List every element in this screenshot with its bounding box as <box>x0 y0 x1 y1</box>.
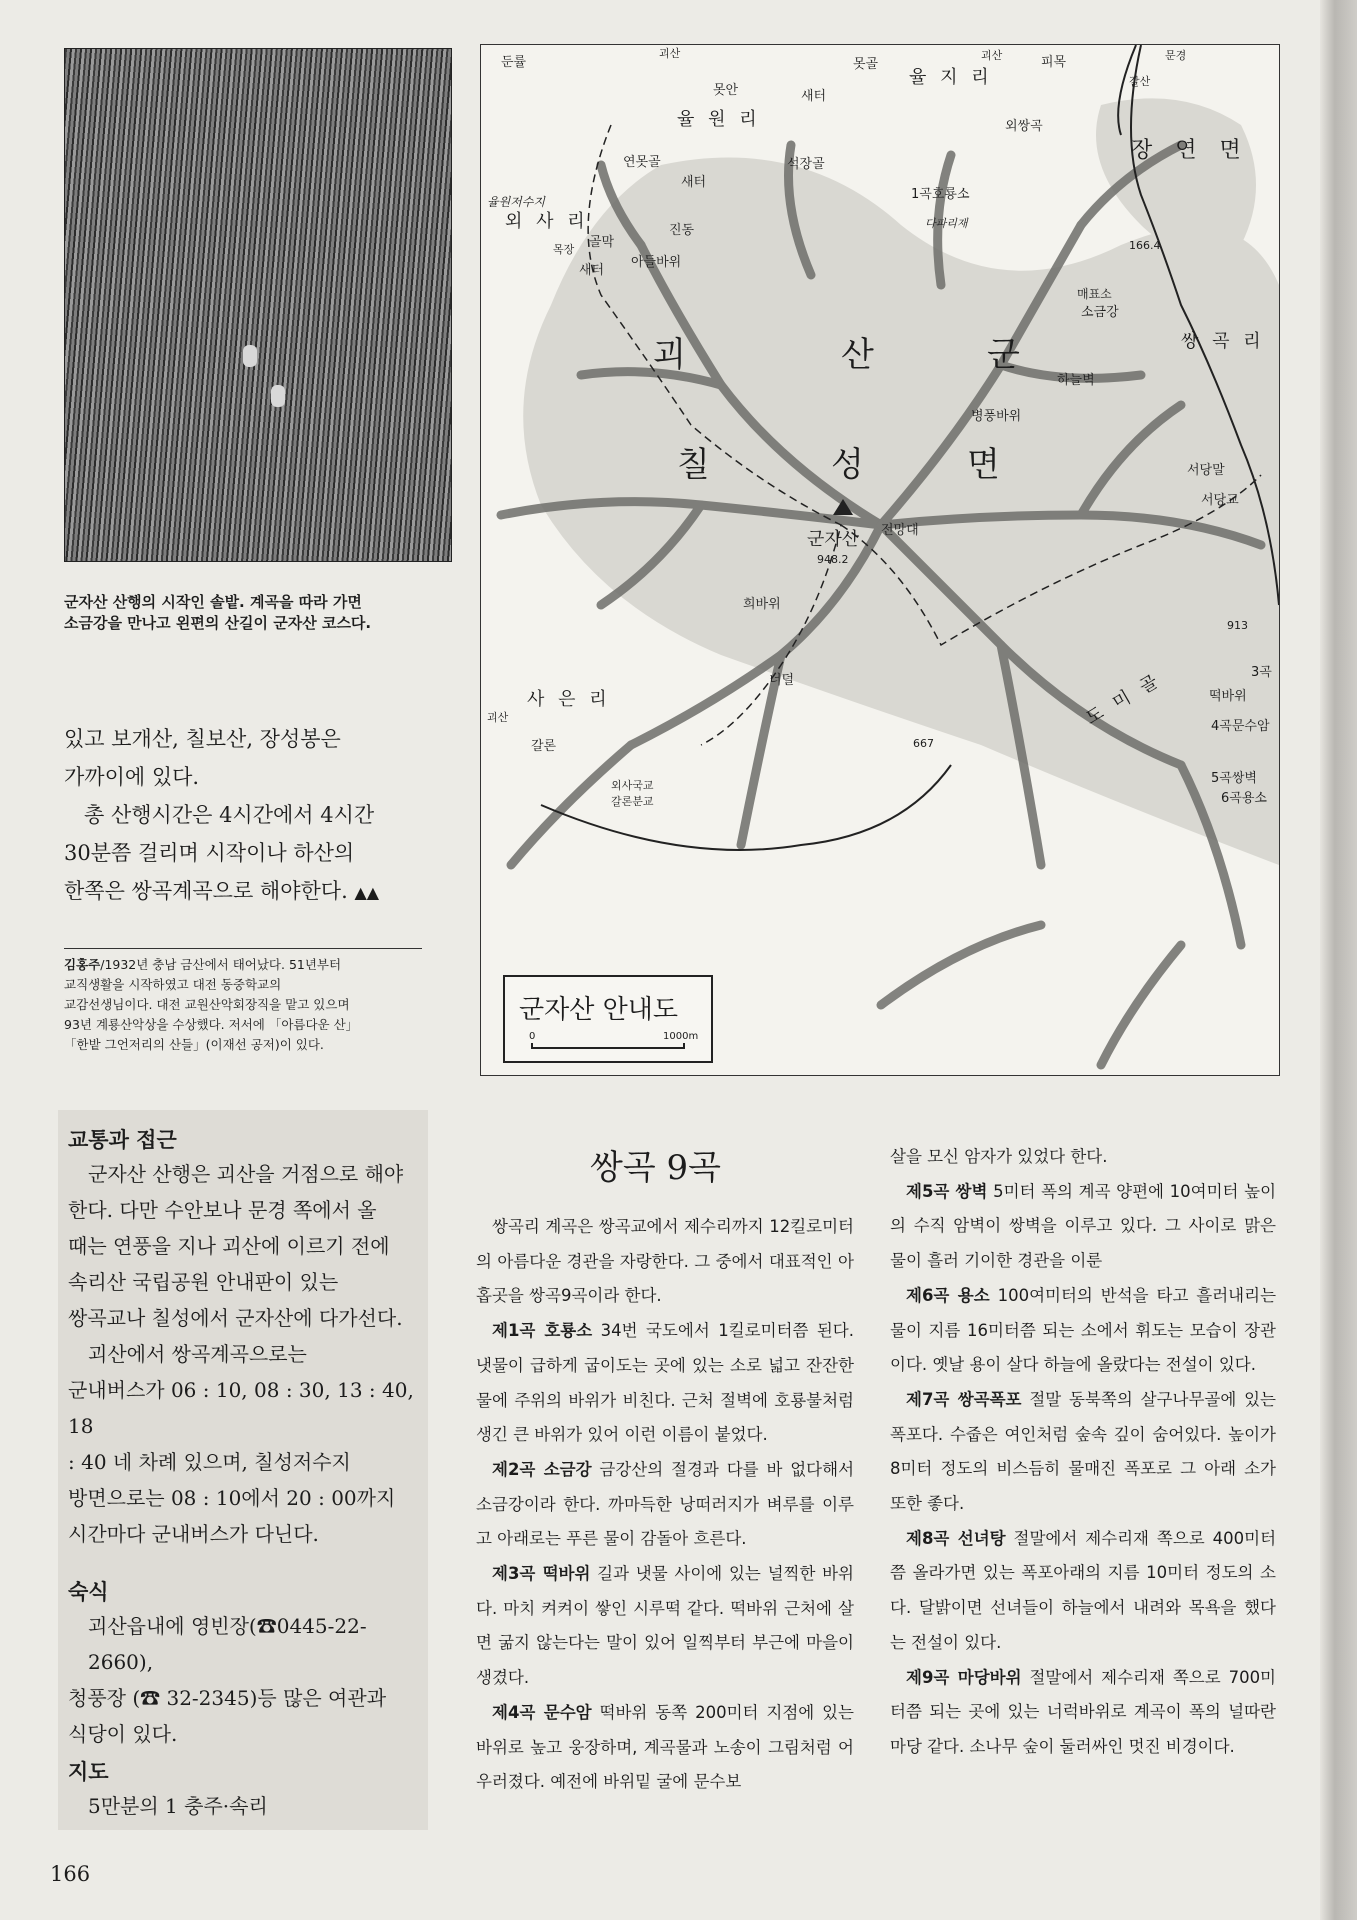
map-label: 1곡호룡소 <box>911 187 970 202</box>
info-box <box>58 1110 428 1830</box>
map-label: 희바위 <box>743 597 781 612</box>
map-label: 떡바위 <box>1209 689 1247 704</box>
map-label: 군 <box>987 335 1026 375</box>
item-title: 제8곡 선녀탕 <box>906 1528 1006 1548</box>
map-label: 목장 <box>553 243 575 256</box>
map-label: 사 은 리 <box>527 689 611 710</box>
text-line: 시간마다 군내버스가 다닌다. <box>68 1522 319 1546</box>
page-edge-shadow <box>1320 0 1357 1920</box>
map-label: 병풍바위 <box>971 409 1022 424</box>
text-line: 식당이 있다. <box>68 1722 178 1746</box>
map-heading: 지도 <box>68 1760 109 1784</box>
item-title: 제2곡 소금강 <box>492 1459 592 1479</box>
map-label: 진동 <box>669 223 695 238</box>
map-label: 새터 <box>801 89 827 104</box>
item-text: 절말에서 제수리재 쪽으로 400미터쯤 올라가면 있는 폭포아래의 지름 10미터 정도의 소다. 달밝이면 선녀들이 하늘에서 내려와 목욕을 했다는 전설이 있다. <box>890 1528 1277 1652</box>
text-line: 괴산에서 쌍곡계곡으로는 <box>88 1342 307 1366</box>
map-title: 군자산 안내도 <box>519 995 678 1025</box>
scale-start: 0 <box>529 1031 536 1042</box>
map-label: 5곡쌍벽 <box>1211 771 1257 786</box>
text-line: 청풍장 (☎ 32-2345)등 많은 여관과 <box>68 1686 387 1710</box>
map-label: 골막 <box>589 235 615 250</box>
text-line: 때는 연풍을 지나 괴산에 이르기 전에 <box>68 1234 390 1258</box>
text-line: 5만분의 1 충주·속리 <box>88 1794 268 1818</box>
map-label: 산 <box>841 335 880 375</box>
item-text: 금강산의 절경과 다를 바 없다해서 소금강이라 한다. 까마득한 낭떠러지가 벼루를 이루고 아래로는 푸른 물이 감돌아 흐른다. <box>476 1459 855 1549</box>
author-name: 김홍주 <box>64 957 101 972</box>
article-item <box>476 1696 854 1800</box>
map-label: 서당교 <box>1201 493 1239 508</box>
article-item <box>476 1453 854 1557</box>
scale-end: 1000m <box>663 1031 699 1042</box>
map-label: 외 사 리 <box>505 211 589 232</box>
bio-line: 93년 계룡산악상을 수상했다. 저서에 「아름다운 산」 <box>64 1017 359 1032</box>
map-legend <box>503 975 713 1063</box>
article-item <box>890 1661 1276 1765</box>
lodging-heading: 숙식 <box>68 1580 109 1604</box>
map-label: 갈산 <box>1129 75 1151 88</box>
map-label: 칠 <box>677 445 716 485</box>
lodging-text <box>68 1608 418 1752</box>
map-label: 율 원 리 <box>677 109 761 130</box>
map-label: 아들바위 <box>631 255 682 270</box>
text-line: 한다. 다만 수안보나 문경 쪽에서 올 <box>68 1198 377 1222</box>
bio-line: 교직생활을 시작하였고 대전 동중학교의 <box>64 977 282 992</box>
article-column-1 <box>476 1210 854 1800</box>
trail-map <box>480 44 1280 1076</box>
map-label: 하늘벽 <box>1057 373 1095 388</box>
text-line: 군내버스가 06 : 10, 08 : 30, 13 : 40, 18 <box>68 1378 414 1438</box>
map-label: 군자산 <box>807 529 860 550</box>
map-label: 667 <box>913 737 934 750</box>
map-label: 장 연 면 <box>1131 138 1249 163</box>
bio-line: 「한밭 그언저리의 산들」(이재선 공저)이 있다. <box>64 1037 324 1052</box>
map-label: 괴산 <box>659 47 681 60</box>
map-label: 율원저수지 <box>487 195 545 209</box>
map-label: 성 <box>831 445 870 485</box>
article-item <box>476 1557 854 1696</box>
map-label: 매표소 <box>1077 287 1112 301</box>
article-continuation: 살을 모신 암자가 있었다 한다. <box>890 1147 1108 1166</box>
map-label: 괴산 <box>487 711 509 724</box>
map-label: 3곡 <box>1251 665 1272 680</box>
photo-caption <box>64 592 454 634</box>
map-label: 피목 <box>1041 55 1067 70</box>
hiker-figure <box>271 385 285 407</box>
item-title: 제7곡 쌍곡폭포 <box>906 1389 1022 1409</box>
bio-line: /1932년 충남 금산에서 태어났다. 51년부터 <box>100 957 342 972</box>
transport-text <box>68 1156 418 1552</box>
map-label: 도 미 골 <box>1082 669 1166 730</box>
intro-line: 한쪽은 쌍곡계곡으로 해야한다. <box>64 879 348 903</box>
map-label: 쌍 곡 리 <box>1181 331 1265 352</box>
hiker-figure <box>243 345 257 367</box>
map-label: 면 <box>967 445 1006 485</box>
article-column-2 <box>890 1140 1276 1765</box>
map-label: 갈론 <box>531 739 557 754</box>
intro-line: 가까이에 있다. <box>64 765 200 789</box>
map-label: 석장골 <box>787 157 825 172</box>
map-label: 948.2 <box>817 553 849 566</box>
page-number: 166 <box>50 1862 91 1886</box>
article-item <box>890 1279 1276 1383</box>
map-label: 166.4 <box>1129 239 1161 252</box>
caption-line: 소금강을 만나고 왼편의 산길이 군자산 코스다. <box>64 614 372 632</box>
map-terrain <box>481 45 1279 1075</box>
item-title: 제3곡 떡바위 <box>492 1564 591 1584</box>
text-line: 속리산 국립공원 안내판이 있는 <box>68 1270 339 1294</box>
article-title: 쌍곡 9곡 <box>590 1148 721 1188</box>
map-label: 연못골 <box>623 155 661 170</box>
intro-text <box>64 720 424 912</box>
map-label: 6곡용소 <box>1221 791 1267 806</box>
map-label: 소금강 <box>1081 305 1119 320</box>
article-item <box>890 1175 1276 1279</box>
intro-line: 30분쯤 걸리며 시작이나 하산의 <box>64 841 355 865</box>
map-label: 새터 <box>579 263 605 278</box>
article-item <box>890 1383 1276 1522</box>
article-item <box>476 1314 854 1453</box>
map-label: 율 지 리 <box>909 67 993 88</box>
article-item <box>890 1522 1276 1661</box>
map-label: 못골 <box>853 57 879 72</box>
end-mark-icon: ▲▲ <box>354 883 380 902</box>
item-text: 절말 동북쪽의 살구나무골에 있는 폭포다. 수줍은 여인처럼 숲속 깊이 숨어있다. 높이가 8미터 정도의 비스듬히 물매진 폭포로 그 아래 소가 또한 좋다. <box>890 1389 1276 1514</box>
map-label: 외쌍곡 <box>1005 119 1043 134</box>
item-text: 100여미터의 반석을 타고 흘러내리는 물이 지름 16미터쯤 되는 소에서 휘도는 모습이 장관이다. 옛날 용이 살다 하늘에 올랐다는 전설이 있다. <box>890 1285 1277 1375</box>
map-label: 문경 <box>1165 49 1187 62</box>
map-label: 둔률 <box>501 55 527 70</box>
item-title: 제4곡 문수암 <box>492 1702 592 1722</box>
text-line: 괴산읍내에 영빈장(☎0445-22-2660), <box>88 1614 367 1674</box>
map-label: 못안 <box>713 83 739 98</box>
map-label: 괴 <box>653 335 692 375</box>
map-label: 외사국교 <box>611 779 654 792</box>
map-label: 전망대 <box>881 523 919 538</box>
item-title: 제6곡 용소 <box>906 1285 990 1305</box>
item-text: 떡바위 동쪽 200미터 지점에 있는 바위로 높고 웅장하며, 계곡물과 노송이 그림처럼 어우러졌다. 예전에 바위밑 굴에 문수보 <box>476 1702 854 1792</box>
hiking-photo <box>64 48 452 562</box>
map-label: 너덜 <box>769 673 795 688</box>
article-intro: 쌍곡리 계곡은 쌍곡교에서 제수리까지 12킬로미터의 아름다운 경관을 자랑한다. 그 중에서 대표적인 아홉곳을 쌍곡9곡이라 한다. <box>476 1217 854 1306</box>
map-label: 새터 <box>681 175 707 190</box>
item-title: 제9곡 마당바위 <box>906 1667 1022 1687</box>
text-line: 군자산 산행은 괴산을 거점으로 해야 <box>88 1162 404 1186</box>
map-ref-text <box>68 1788 418 1824</box>
map-label: 괴산 <box>981 49 1003 62</box>
caption-line: 군자산 산행의 시작인 솔밭. 계곡을 따라 가면 <box>64 593 362 611</box>
item-title: 제1곡 호룡소 <box>492 1321 593 1341</box>
item-text: 절말에서 제수리재 쪽으로 700미터쯤 되는 곳에 있는 너럭바위로 계곡이 폭의 널따란 마당 같다. 소나무 숲이 둘러싸인 멋진 비경이다. <box>890 1667 1277 1756</box>
item-text: 34번 국도에서 1킬로미터쯤 된다. 냇물이 급하게 굽이도는 곳에 있는 소로 넓고 잔잔한 물에 주위의 바위가 비친다. 근처 절벽에 호룡불처럼 생긴 큰 바위가 있어 이런 이름이 붙었다. <box>476 1321 854 1445</box>
author-bio <box>64 948 422 1055</box>
text-line: : 40 네 차례 있으며, 칠성저수지 <box>68 1450 351 1474</box>
item-text: 5미터 폭의 계곡 양편에 10여미터 높이의 수직 암벽이 쌍벽을 이루고 있다. 그 사이로 맑은 물이 흘러 기이한 경관을 이룬 <box>890 1181 1277 1271</box>
intro-line: 있고 보개산, 칠보산, 장성봉은 <box>64 727 341 751</box>
text-line: 쌍곡교나 칠성에서 군자산에 다가선다. <box>68 1306 403 1330</box>
item-title: 제5곡 쌍벽 <box>906 1181 988 1201</box>
transport-heading: 교통과 접근 <box>68 1128 177 1152</box>
text-line: 방면으로는 08 : 10에서 20 : 00까지 <box>68 1486 396 1510</box>
bio-line: 교감선생님이다. 대전 교원산악회장직을 맡고 있으며 <box>64 997 350 1012</box>
scale-bar <box>531 1043 685 1049</box>
map-label: 서당말 <box>1187 463 1225 478</box>
map-label: 갈론분교 <box>611 795 654 808</box>
map-label: 4곡문수암 <box>1211 719 1270 734</box>
item-text: 길과 냇물 사이에 있는 널찍한 바위다. 마치 켜켜이 쌓인 시루떡 같다. 떡바위 근처에 살면 굶지 않는다는 말이 있어 일찍부터 부근에 마을이 생겼다. <box>476 1564 854 1688</box>
map-label: 다파리재 <box>925 217 968 230</box>
map-label: 913 <box>1227 619 1248 632</box>
intro-line: 총 산행시간은 4시간에서 4시간 <box>84 803 375 827</box>
